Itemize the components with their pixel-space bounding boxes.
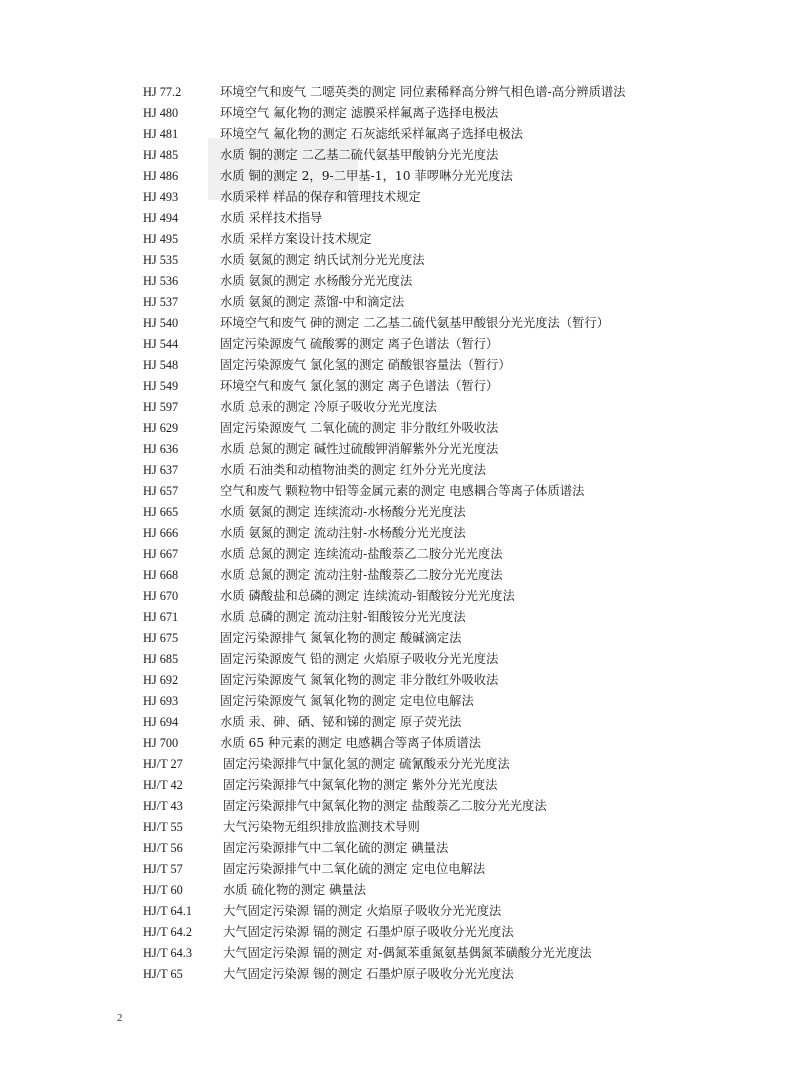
standard-title: 固定污染源排气中二氧化硫的测定 碘量法 xyxy=(223,841,449,855)
standard-code: HJ 629 xyxy=(143,421,179,435)
standard-code: HJ 667 xyxy=(143,547,179,561)
standard-title: 大气污染物无组织排放监测技术导则 xyxy=(223,820,420,834)
standard-code: HJ 494 xyxy=(143,211,179,225)
standard-code: HJ/T 64.2 xyxy=(143,925,192,939)
standard-code: HJ/T 64.3 xyxy=(143,946,192,960)
standard-row xyxy=(143,628,733,649)
standard-row xyxy=(143,229,733,250)
standard-row xyxy=(143,250,733,271)
standard-title: 水质 总汞的测定 冷原子吸收分光光度法 xyxy=(220,400,437,414)
standard-code: HJ 665 xyxy=(143,505,179,519)
standard-row xyxy=(143,271,733,292)
standard-title: 固定污染源废气 氮氧化物的测定 非分散红外吸收法 xyxy=(220,673,499,687)
standard-code: HJ 657 xyxy=(143,484,179,498)
standard-title: 水质 总氮的测定 连续流动-盐酸萘乙二胺分光光度法 xyxy=(220,547,503,561)
standard-title: 固定污染源废气 硫酸雾的测定 离子色谱法（暂行） xyxy=(220,337,499,351)
standard-title: 水质 氨氮的测定 水杨酸分光光度法 xyxy=(220,274,413,288)
standard-code: HJ 685 xyxy=(143,652,179,666)
standard-title: 水质 总氮的测定 流动注射-盐酸萘乙二胺分光光度法 xyxy=(220,568,503,582)
standard-title: 固定污染源排气中氯化氢的测定 硫氰酸汞分光光度法 xyxy=(223,757,510,771)
standard-row xyxy=(143,922,733,943)
standard-row xyxy=(143,82,733,103)
standard-title: 环境空气和废气 砷的测定 二乙基二硫代氨基甲酸银分光光度法（暂行） xyxy=(220,316,610,330)
standard-row xyxy=(143,901,733,922)
standard-row xyxy=(143,796,733,817)
standard-code: HJ 637 xyxy=(143,463,179,477)
standard-code: HJ/T 43 xyxy=(143,799,183,813)
standard-title: 水质 氨氮的测定 连续流动-水杨酸分光光度法 xyxy=(220,505,466,519)
standard-row xyxy=(143,460,733,481)
standard-title: 水质 铜的测定 2，9-二甲基-1，10 菲啰啉分光光度法 xyxy=(220,169,513,183)
standard-title: 环境空气和废气 氯化氢的测定 离子色谱法（暂行） xyxy=(220,379,499,393)
standard-row xyxy=(143,859,733,880)
standard-title: 环境空气和废气 二噁英类的测定 同位素稀释高分辨气相色谱-高分辨质谱法 xyxy=(220,85,626,99)
standard-code: HJ/T 56 xyxy=(143,841,183,855)
standard-title: 水质 汞、砷、硒、铋和锑的测定 原子荧光法 xyxy=(220,715,462,729)
standard-row xyxy=(143,418,733,439)
standard-row xyxy=(143,943,733,964)
standard-row xyxy=(143,880,733,901)
standard-code: HJ 694 xyxy=(143,715,179,729)
standard-row xyxy=(143,607,733,628)
standard-code: HJ 536 xyxy=(143,274,179,288)
standard-row xyxy=(143,964,733,985)
standard-title: 空气和废气 颗粒物中铅等金属元素的测定 电感耦合等离子体质谱法 xyxy=(220,484,585,498)
standard-title: 水质 采样技术指导 xyxy=(220,211,323,225)
standard-code: HJ 540 xyxy=(143,316,179,330)
standard-row xyxy=(143,334,733,355)
standard-row xyxy=(143,691,733,712)
standard-code: HJ 670 xyxy=(143,589,179,603)
standard-title: 水质 硫化物的测定 碘量法 xyxy=(223,883,367,897)
standard-code: HJ 493 xyxy=(143,190,179,204)
standard-row xyxy=(143,208,733,229)
standard-code: HJ 597 xyxy=(143,400,179,414)
standard-row xyxy=(143,313,733,334)
standard-title: 固定污染源废气 二氧化硫的测定 非分散红外吸收法 xyxy=(220,421,499,435)
standard-title: 水质采样 样品的保存和管理技术规定 xyxy=(220,190,421,204)
standard-title: 固定污染源排气中氮氧化物的测定 紫外分光光度法 xyxy=(223,778,498,792)
standard-code: HJ 549 xyxy=(143,379,179,393)
standard-code: HJ/T 42 xyxy=(143,778,183,792)
standard-row xyxy=(143,775,733,796)
standard-title: 水质 总磷的测定 流动注射-钼酸铵分光光度法 xyxy=(220,610,466,624)
standard-title: 水质 总氮的测定 碱性过硫酸钾消解紫外分光光度法 xyxy=(220,442,499,456)
standard-title: 固定污染源废气 氮氧化物的测定 定电位电解法 xyxy=(220,694,474,708)
standard-row xyxy=(143,733,733,754)
standard-title: 水质 石油类和动植物油类的测定 红外分光光度法 xyxy=(220,463,487,477)
standard-title: 水质 磷酸盐和总磷的测定 连续流动-钼酸铵分光光度法 xyxy=(220,589,515,603)
standard-row xyxy=(143,838,733,859)
standard-code: HJ 671 xyxy=(143,610,179,624)
standard-row xyxy=(143,565,733,586)
standard-code: HJ/T 55 xyxy=(143,820,183,834)
standard-title: 固定污染源废气 铅的测定 火焰原子吸收分光光度法 xyxy=(220,652,499,666)
standard-code: HJ 486 xyxy=(143,169,179,183)
standard-code: HJ 675 xyxy=(143,631,179,645)
standard-code: HJ 495 xyxy=(143,232,179,246)
standard-title: 水质 氨氮的测定 流动注射-水杨酸分光光度法 xyxy=(220,526,466,540)
standard-row xyxy=(143,292,733,313)
standard-code: HJ 485 xyxy=(143,148,179,162)
standard-code: HJ/T 57 xyxy=(143,862,183,876)
standard-title: 固定污染源排气中二氧化硫的测定 定电位电解法 xyxy=(223,862,486,876)
standard-title: 环境空气 氟化物的测定 滤膜采样氟离子选择电极法 xyxy=(220,106,499,120)
standard-code: HJ 666 xyxy=(143,526,179,540)
standard-code: HJ 481 xyxy=(143,127,179,141)
standard-row xyxy=(143,103,733,124)
standard-row xyxy=(143,481,733,502)
standard-code: HJ 77.2 xyxy=(143,85,182,99)
standard-title: 固定污染源排气中氮氧化物的测定 盐酸萘乙二胺分光光度法 xyxy=(223,799,547,813)
standard-row xyxy=(143,712,733,733)
standard-code: HJ 693 xyxy=(143,694,179,708)
standard-title: 水质 氨氮的测定 纳氏试剂分光光度法 xyxy=(220,253,425,267)
standard-code: HJ 544 xyxy=(143,337,179,351)
standard-row xyxy=(143,124,733,145)
standard-title: 水质 65 种元素的测定 电感耦合等离子体质谱法 xyxy=(220,736,482,750)
page-number: 2 xyxy=(117,1012,123,1024)
standard-row xyxy=(143,502,733,523)
standard-title: 水质 铜的测定 二乙基二硫代氨基甲酸钠分光光度法 xyxy=(220,148,499,162)
standard-row xyxy=(143,166,733,187)
standard-row xyxy=(143,754,733,775)
standard-row xyxy=(143,397,733,418)
standard-title: 水质 氨氮的测定 蒸馏-中和滴定法 xyxy=(220,295,405,309)
standard-title: 大气固定污染源 锡的测定 石墨炉原子吸收分光光度法 xyxy=(223,967,514,981)
standard-row xyxy=(143,817,733,838)
standard-title: 大气固定污染源 镉的测定 火焰原子吸收分光光度法 xyxy=(223,904,502,918)
standard-row xyxy=(143,586,733,607)
standard-code: HJ 537 xyxy=(143,295,179,309)
standard-title: 大气固定污染源 镉的测定 石墨炉原子吸收分光光度法 xyxy=(223,925,514,939)
standard-row xyxy=(143,355,733,376)
standard-code: HJ 548 xyxy=(143,358,179,372)
standard-title: 大气固定污染源 镉的测定 对-偶氮苯重氮氨基偶氮苯磺酸分光光度法 xyxy=(223,946,592,960)
standard-code: HJ 700 xyxy=(143,736,179,750)
standard-code: HJ 480 xyxy=(143,106,179,120)
standard-row xyxy=(143,544,733,565)
standard-code: HJ 692 xyxy=(143,673,179,687)
standard-code: HJ/T 60 xyxy=(143,883,183,897)
standard-row xyxy=(143,187,733,208)
standard-row xyxy=(143,439,733,460)
standard-row xyxy=(143,145,733,166)
standard-code: HJ 535 xyxy=(143,253,179,267)
standard-title: 固定污染源排气 氮氧化物的测定 酸碱滴定法 xyxy=(220,631,462,645)
standard-code: HJ/T 65 xyxy=(143,967,183,981)
standard-row xyxy=(143,670,733,691)
standard-row xyxy=(143,523,733,544)
standard-code: HJ 668 xyxy=(143,568,179,582)
standard-code: HJ 636 xyxy=(143,442,179,456)
standard-row xyxy=(143,376,733,397)
standards-list xyxy=(143,82,733,985)
standard-code: HJ/T 27 xyxy=(143,757,183,771)
standard-title: 环境空气 氟化物的测定 石灰滤纸采样氟离子选择电极法 xyxy=(220,127,523,141)
standard-title: 水质 采样方案设计技术规定 xyxy=(220,232,372,246)
standard-row xyxy=(143,649,733,670)
standard-title: 固定污染源废气 氯化氢的测定 硝酸银容量法（暂行） xyxy=(220,358,511,372)
standard-code: HJ/T 64.1 xyxy=(143,904,192,918)
